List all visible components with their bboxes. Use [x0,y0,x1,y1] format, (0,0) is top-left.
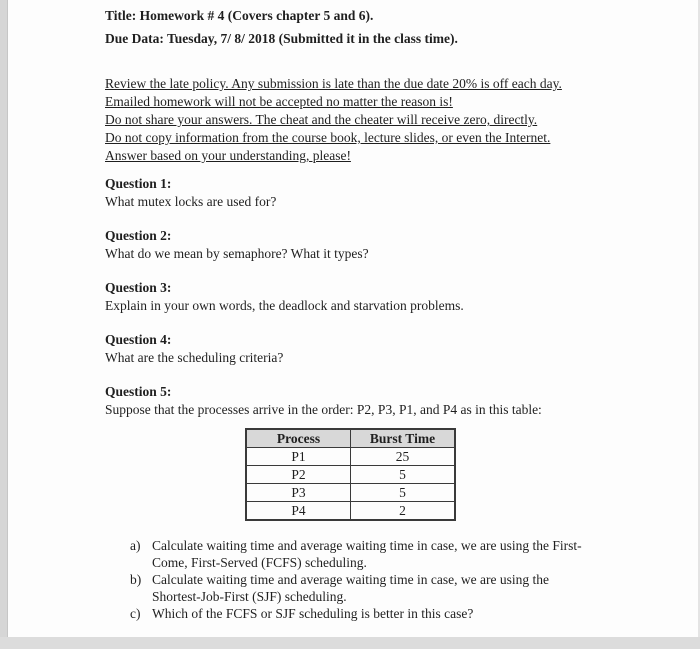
policy-line: Emailed homework will not be accepted no matter the reason is! [105,94,453,109]
document-content [105,7,665,622]
question-body: Explain in your own words, the deadlock and starvation problems. [105,298,464,313]
subquestion-line: Which of the FCFS or SJF scheduling is better in this case? [152,606,474,621]
due-date-line: Due Data: Tuesday, 7/ 8/ 2018 (Submitted it in the class time). [105,31,458,46]
table-row [246,502,455,521]
question-2 [105,227,665,263]
question-body: Suppose that the processes arrive in the order: P2, P3, P1, and P4 as in this table: [105,402,542,417]
burst-time-cell: 5 [351,484,456,502]
subquestion-text [152,605,473,622]
question-body: What do we mean by semaphore? What it types? [105,246,369,261]
question-1 [105,175,665,211]
scan-edge-bottom [0,637,700,649]
subquestion-b [130,571,665,605]
question-4 [105,331,665,367]
question-heading: Question 3: [105,280,172,295]
subquestion-text [152,537,582,571]
question-body: What are the scheduling criteria? [105,350,284,365]
question-5 [105,383,665,419]
subquestion-line: Come, First-Served (FCFS) scheduling. [152,555,367,570]
late-policy-block [105,75,665,165]
column-header-burst-time: Burst Time [351,429,456,448]
process-cell: P3 [246,484,351,502]
policy-line: Review the late policy. Any submission is late than the due date 20% is off each day. [105,76,562,91]
question-heading: Question 4: [105,332,172,347]
process-cell: P4 [246,502,351,521]
policy-line: Answer based on your understanding, please! [105,148,351,163]
table-header-row [246,429,455,448]
question-heading: Question 1: [105,176,172,191]
question-3 [105,279,665,315]
list-marker: c) [130,606,141,621]
question-heading: Question 5: [105,384,172,399]
subquestion-a [130,537,665,571]
question-heading: Question 2: [105,228,172,243]
subquestion-line: Calculate waiting time and average waiting time in case, we are using the [152,572,549,587]
burst-time-cell: 5 [351,466,456,484]
burst-time-cell: 2 [351,502,456,521]
subquestion-line: Shortest-Job-First (SJF) scheduling. [152,589,347,604]
process-burst-time-table [245,428,456,521]
process-cell: P1 [246,448,351,466]
table-row [246,466,455,484]
burst-time-cell: 25 [351,448,456,466]
policy-line: Do not share your answers. The cheat and the cheater will receive zero, directly. [105,112,538,127]
table-row [246,448,455,466]
process-cell: P2 [246,466,351,484]
subquestion-list [130,537,665,622]
subquestion-text [152,571,549,605]
question-body: What mutex locks are used for? [105,194,277,209]
scan-edge-left [0,0,8,649]
document-title: Title: Homework # 4 (Covers chapter 5 and 6). [105,8,374,23]
list-marker: a) [130,538,141,553]
list-marker: b) [130,572,142,587]
table-row [246,484,455,502]
subquestion-c [130,605,665,622]
policy-line: Do not copy information from the course book, lecture slides, or even the Internet. [105,130,551,145]
subquestion-line: Calculate waiting time and average waiting time in case, we are using the First- [152,538,582,553]
column-header-process: Process [246,429,351,448]
